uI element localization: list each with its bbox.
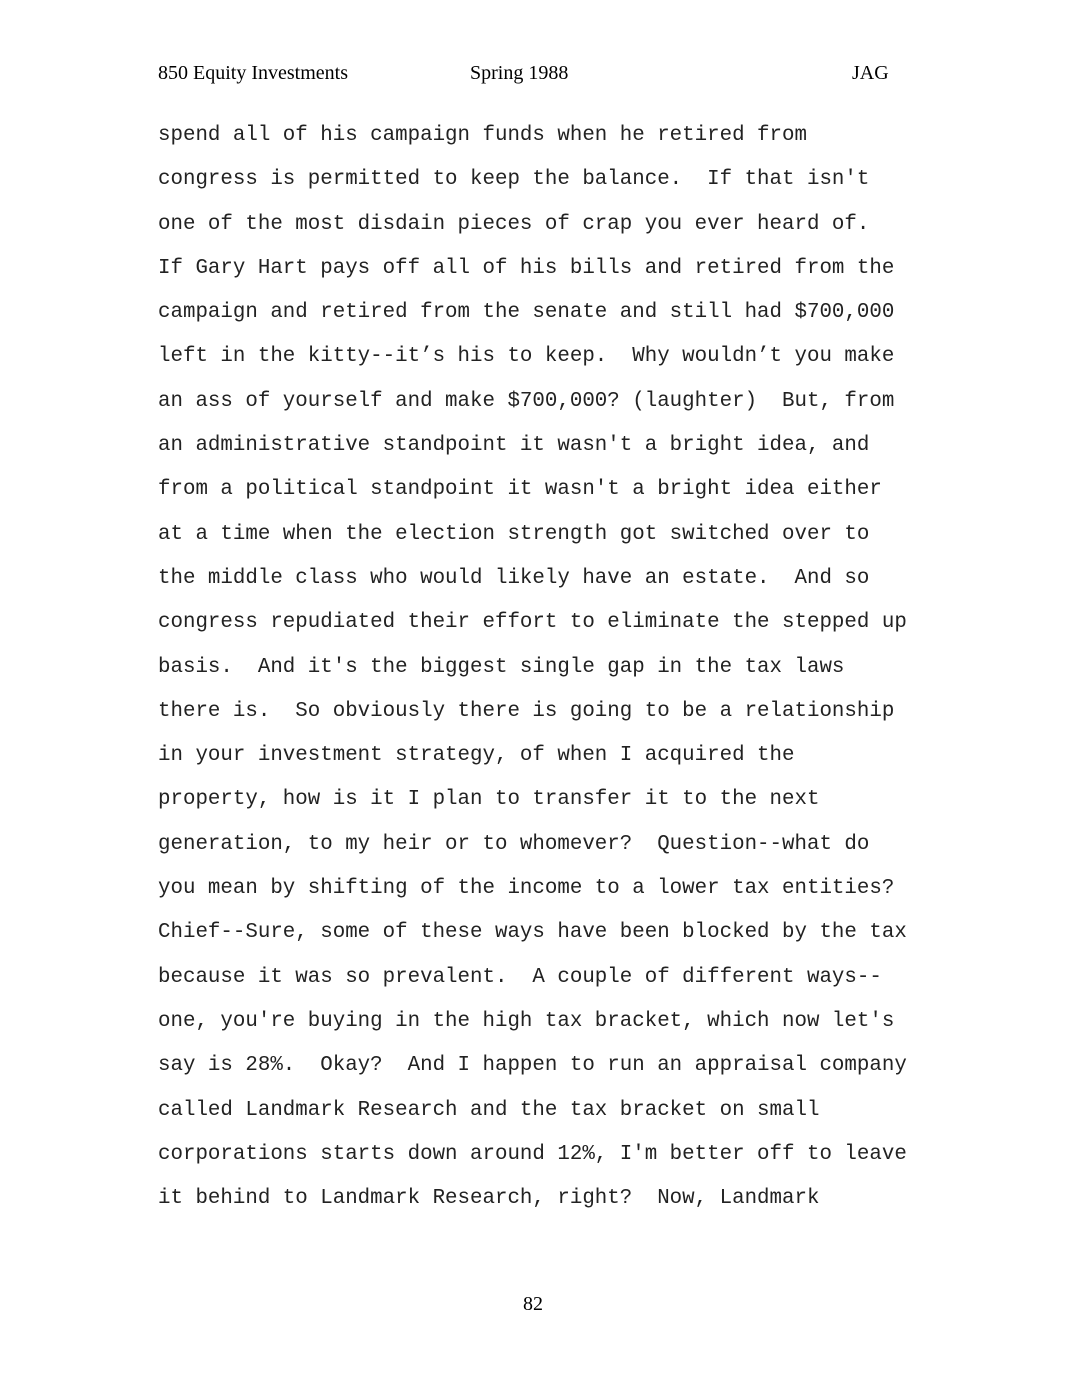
header-term: Spring 1988 xyxy=(470,62,569,84)
text-line: in your investment strategy, of when I acquired the xyxy=(158,744,795,768)
text-line: corporations starts down around 12%, I'm better off to leave xyxy=(158,1142,907,1166)
text-line: because it was so prevalent. A couple of different ways-- xyxy=(158,965,882,989)
text-line: congress repudiated their effort to eliminate the stepped up xyxy=(158,611,907,635)
text-line: congress is permitted to keep the balance. If that isn't xyxy=(158,168,870,192)
text-line: an administrative standpoint it wasn't a bright idea, and xyxy=(158,434,870,458)
text-line: campaign and retired from the senate and still had $700,000 xyxy=(158,301,895,325)
text-line: an ass of yourself and make $700,000? (laughter) But, from xyxy=(158,389,895,413)
text-line: generation, to my heir or to whomever? Question--what do xyxy=(158,832,870,856)
text-line: one, you're buying in the high tax bracket, which now let's xyxy=(158,1009,895,1033)
header-initials: JAG xyxy=(852,62,889,84)
text-line: at a time when the election strength got switched over to xyxy=(158,522,870,546)
page-number: 82 xyxy=(523,1293,543,1315)
header-course-title: 850 Equity Investments xyxy=(158,62,348,84)
text-line: from a political standpoint it wasn't a bright idea either xyxy=(158,478,882,502)
text-line: Chief--Sure, some of these ways have been blocked by the tax xyxy=(158,921,907,945)
text-line: property, how is it I plan to transfer it to the next xyxy=(158,788,820,812)
text-line: spend all of his campaign funds when he retired from xyxy=(158,124,807,147)
transcript-body xyxy=(158,122,1018,1229)
page-header xyxy=(0,62,1066,90)
text-line: there is. So obviously there is going to be a relationship xyxy=(158,699,895,723)
text-line: If Gary Hart pays off all of his bills and retired from the xyxy=(158,256,895,280)
text-line: you mean by shifting of the income to a lower tax entities? xyxy=(158,877,895,901)
text-line: the middle class who would likely have an estate. And so xyxy=(158,566,870,590)
text-line: left in the kitty--it’s his to keep. Why wouldn’t you make xyxy=(158,345,895,369)
text-line: it behind to Landmark Research, right? Now, Landmark xyxy=(158,1187,820,1211)
text-line: say is 28%. Okay? And I happen to run an appraisal company xyxy=(158,1054,907,1078)
text-line: one of the most disdain pieces of crap you ever heard of. xyxy=(158,212,870,236)
text-line: basis. And it's the biggest single gap in the tax laws xyxy=(158,655,845,679)
text-line: called Landmark Research and the tax bracket on small xyxy=(158,1098,820,1122)
